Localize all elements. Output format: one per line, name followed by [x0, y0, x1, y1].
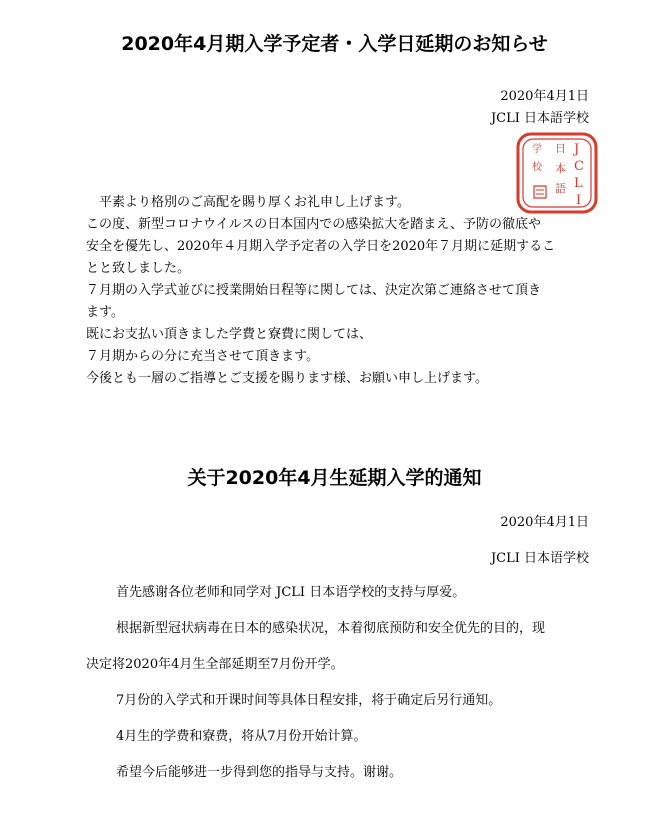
japanese-line-4: とと致しました。: [86, 261, 191, 276]
chinese-notice-title: 关于2020年4月生延期入学的通知: [187, 467, 482, 489]
japanese-line-1: 平素より格別のご高配を賜り厚くお礼申し上げます。: [86, 195, 410, 210]
chinese-paragraph-2-line-1: 根据新型冠状病毒在日本的感染状况，本着彻底预防和安全优先的目的，现: [116, 621, 546, 636]
chinese-notice-date: 2020年4月1日: [500, 515, 589, 530]
svg-text:本: 本: [555, 162, 566, 175]
japanese-line-2: この度、新型コロナウイルスの日本国内での感染拡大を踏まえ、予防の徹底や: [86, 217, 542, 232]
svg-text:日: 日: [555, 142, 566, 155]
svg-text:学: 学: [532, 144, 542, 155]
japanese-line-3: 安全を優先し、2020年４月期入学予定者の入学日を2020年７月期に延期するこ: [86, 239, 556, 254]
svg-text:L: L: [574, 176, 583, 191]
chinese-paragraph-1: 首先感谢各位老师和同学对 JCLI 日本语学校的支持与厚爱。: [116, 585, 466, 600]
japanese-notice-title: 2020年4月期入学予定者・入学日延期のお知らせ: [121, 33, 548, 55]
japanese-school-name: JCLI 日本語学校: [490, 111, 589, 126]
japanese-line-9: 今後とも一層のご指導とご支援を賜ります様、お願い申し上げます。: [86, 371, 488, 386]
japanese-line-7: 既にお支払い頂きました学費と寮費に関しては、: [86, 327, 373, 342]
svg-text:C: C: [574, 159, 584, 174]
svg-text:J: J: [574, 142, 580, 157]
chinese-paragraph-4: 4月生的学费和寮费，将从7月份开始计算。: [116, 729, 367, 744]
chinese-paragraph-5: 希望今后能够进一步得到您的指导与支持。谢谢。: [116, 765, 403, 780]
chinese-paragraph-3: 7月份的入学式和开课时间等具体日程安排，将于确定后另行通知。: [116, 693, 502, 708]
svg-text:語: 語: [555, 182, 566, 195]
chinese-school-name: JCLI 日本语学校: [490, 551, 589, 566]
japanese-line-6: ます。: [86, 305, 124, 320]
japanese-notice-body: [86, 192, 606, 390]
japanese-line-8: ７月期からの分に充当させて頂きます。: [86, 349, 319, 364]
japanese-notice-date: 2020年4月1日: [500, 89, 589, 104]
japanese-line-5: ７月期の入学式並びに授業開始日程等に関しては、決定次第ご連絡させて頂き: [86, 283, 542, 298]
svg-text:校: 校: [532, 162, 542, 173]
svg-text:I: I: [576, 193, 582, 208]
chinese-paragraph-2-line-2: 决定将2020年4月生全部延期至7月份开学。: [86, 657, 344, 672]
